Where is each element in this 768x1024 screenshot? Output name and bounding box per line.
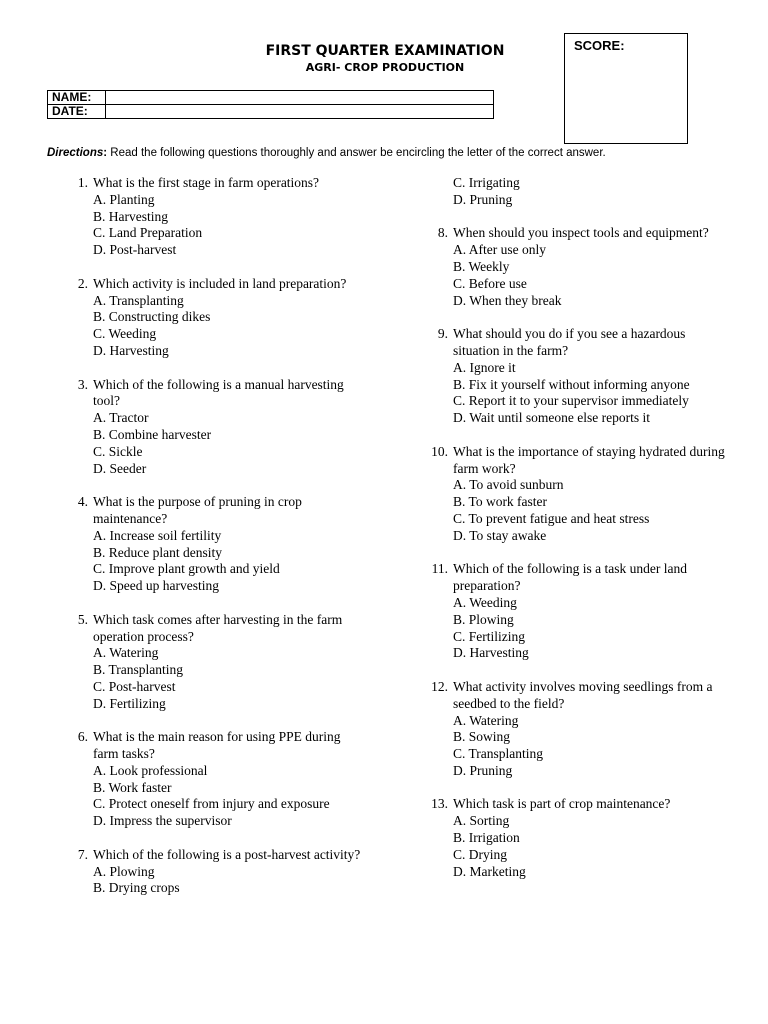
option-d[interactable]: D. Seeder — [93, 460, 147, 476]
option-d[interactable]: D. When they break — [453, 292, 562, 308]
option-b[interactable]: B. Sowing — [453, 729, 511, 745]
left-column — [64, 175, 364, 897]
option-a[interactable]: A. Sorting — [453, 813, 510, 829]
option-b[interactable]: B. Drying crops — [93, 880, 180, 896]
option-c[interactable]: C. Improve plant growth and yield — [93, 561, 280, 577]
question-number: 6. — [77, 729, 88, 745]
option-d[interactable]: D. Fertilizing — [93, 695, 166, 711]
option-c[interactable]: C. Land Preparation — [93, 225, 203, 241]
question-text: Which task comes after harvesting in the farm operation process? — [93, 611, 343, 644]
date-row — [48, 105, 494, 119]
option-a[interactable]: A. Watering — [453, 712, 519, 728]
date-label: DATE: — [48, 105, 106, 119]
option-a[interactable]: A. Increase soil fertility — [93, 527, 222, 543]
option-b[interactable]: B. Constructing dikes — [93, 309, 211, 325]
name-label: NAME: — [48, 91, 106, 105]
question-2 — [64, 276, 364, 360]
question-number: 12. — [431, 678, 448, 694]
question-12 — [424, 679, 734, 780]
option-a[interactable]: A. Ignore it — [453, 359, 516, 375]
directions-text: Read the following questions thoroughly and answer be encircling the letter of the correct answer. — [107, 147, 606, 159]
question-number: 9. — [437, 326, 448, 342]
option-d[interactable]: D. Harvesting — [453, 645, 529, 661]
option-d[interactable]: D. Pruning — [453, 762, 513, 778]
question-8 — [424, 225, 734, 309]
question-text: What is the purpose of pruning in crop maintenance? — [93, 494, 302, 526]
name-field[interactable] — [106, 91, 494, 105]
score-label: SCORE: — [574, 38, 625, 53]
option-d[interactable]: D. Wait until someone else reports it — [453, 410, 651, 426]
question-6 — [64, 729, 364, 830]
student-info-table — [47, 90, 494, 119]
question-11 — [424, 561, 734, 662]
option-b[interactable]: B. Transplanting — [93, 662, 184, 678]
date-field[interactable] — [106, 105, 494, 119]
option-c[interactable]: C. Post-harvest — [93, 678, 176, 694]
option-a[interactable]: A. After use only — [453, 242, 546, 258]
directions-colon: : — [103, 147, 108, 159]
question-3 — [64, 377, 364, 478]
question-1 — [64, 175, 364, 259]
right-column — [424, 175, 734, 880]
option-c[interactable]: C. Fertilizing — [453, 628, 525, 644]
question-number: 10. — [431, 443, 448, 459]
option-d[interactable]: D. Pruning — [453, 191, 513, 207]
option-c[interactable]: C. Protect oneself from injury and exposure — [93, 796, 330, 812]
question-text: Which activity is included in land preparation? — [93, 275, 347, 291]
question-13 — [424, 796, 734, 880]
option-b[interactable]: B. Reduce plant density — [93, 544, 222, 560]
question-text: Which of the following is a manual harvesting tool? — [93, 376, 344, 409]
directions-label: Directions — [47, 147, 104, 159]
question-number: 2. — [77, 275, 88, 291]
option-a[interactable]: A. Planting — [93, 191, 155, 207]
option-d[interactable]: D. Speed up harvesting — [93, 578, 219, 594]
option-d[interactable]: D. Harvesting — [93, 342, 169, 358]
option-c[interactable]: C. To prevent fatigue and heat stress — [453, 510, 650, 526]
question-4 — [64, 494, 364, 595]
question-text: Which of the following is a task under land preparation? — [453, 561, 687, 594]
option-c[interactable]: C. Drying — [453, 846, 507, 862]
option-c[interactable]: C. Sickle — [93, 443, 143, 459]
option-c[interactable]: C. Irrigating — [453, 175, 520, 190]
question-text: What is the main reason for using PPE during farm tasks? — [93, 729, 341, 762]
option-d[interactable]: D. Marketing — [453, 863, 526, 879]
option-b[interactable]: B. Combine harvester — [93, 426, 212, 442]
question-number: 5. — [77, 611, 88, 627]
option-b[interactable]: B. Irrigation — [453, 830, 520, 846]
option-a[interactable]: A. To avoid sunburn — [453, 477, 564, 493]
option-b[interactable]: B. Plowing — [453, 611, 514, 627]
option-b[interactable]: B. To work faster — [453, 494, 548, 510]
question-9 — [424, 326, 734, 427]
option-d[interactable]: D. To stay awake — [453, 527, 547, 543]
question-text: When should you inspect tools and equipment? — [453, 225, 709, 241]
option-a[interactable]: A. Plowing — [93, 863, 155, 879]
question-number: 3. — [77, 376, 88, 392]
option-a[interactable]: A. Watering — [93, 645, 159, 661]
score-box[interactable] — [564, 33, 688, 144]
question-text: What should you do if you see a hazardous situation in the farm? — [453, 326, 686, 358]
question-7 — [64, 847, 364, 897]
option-b[interactable]: B. Weekly — [453, 258, 510, 274]
name-row — [48, 91, 494, 105]
exam-subtitle: AGRI- CROP PRODUCTION — [305, 61, 465, 74]
question-number: 8. — [437, 225, 448, 241]
option-a[interactable]: A. Weeding — [453, 594, 517, 610]
option-b[interactable]: B. Fix it yourself without informing anyone — [453, 376, 690, 392]
question-7-continued — [424, 175, 734, 209]
question-number: 7. — [77, 846, 88, 862]
question-5 — [64, 612, 364, 713]
option-c[interactable]: C. Transplanting — [453, 746, 544, 762]
question-text: What is the importance of staying hydrated during farm work? — [453, 443, 725, 476]
question-text: What is the first stage in farm operations? — [93, 175, 320, 190]
exam-title: FIRST QUARTER EXAMINATION — [265, 43, 505, 59]
question-number: 4. — [77, 494, 88, 510]
option-a[interactable]: A. Transplanting — [93, 292, 184, 308]
option-d[interactable]: D. Impress the supervisor — [93, 813, 232, 829]
option-c[interactable]: C. Report it to your supervisor immediately — [453, 393, 689, 409]
option-a[interactable]: A. Look professional — [93, 762, 208, 778]
question-number: 1. — [77, 175, 88, 190]
directions — [47, 147, 606, 159]
option-d[interactable]: D. Post-harvest — [93, 242, 177, 258]
question-text: Which task is part of crop maintenance? — [453, 796, 671, 812]
question-number: 13. — [431, 796, 448, 812]
question-10 — [424, 444, 734, 545]
option-c[interactable]: C. Weeding — [93, 326, 157, 342]
option-b[interactable]: B. Harvesting — [93, 208, 168, 224]
question-text: What activity involves moving seedlings from a seedbed to the field? — [453, 678, 713, 711]
question-text: Which of the following is a post-harvest activity? — [93, 846, 361, 862]
option-a[interactable]: A. Tractor — [93, 410, 149, 426]
option-c[interactable]: C. Before use — [453, 275, 527, 291]
option-b[interactable]: B. Work faster — [93, 779, 172, 795]
question-number: 11. — [431, 561, 448, 577]
